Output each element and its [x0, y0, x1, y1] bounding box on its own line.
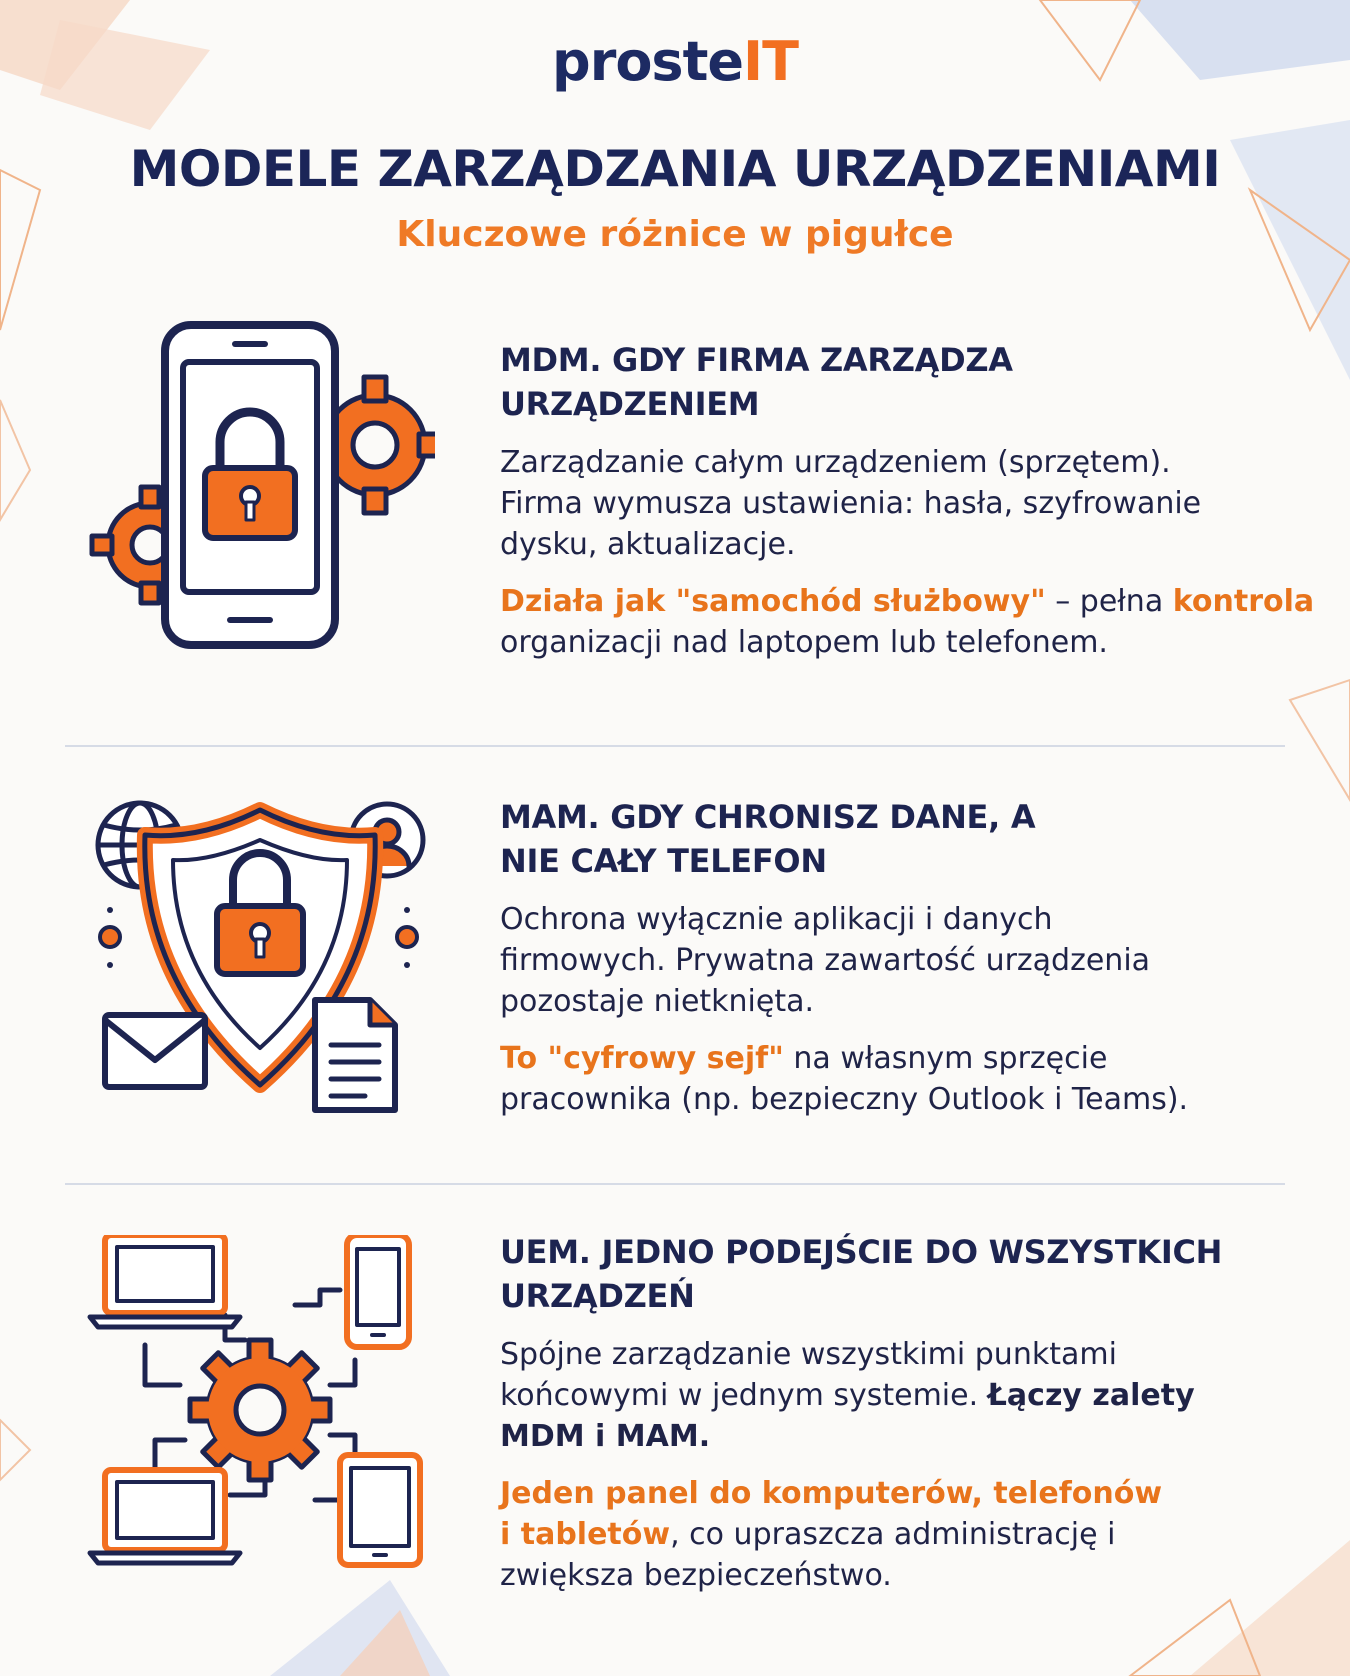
highlight-text: Jeden panel do komputerów, telefonów i tabletów	[500, 1476, 1163, 1552]
section-divider	[65, 1183, 1285, 1185]
body-text: , co upraszcza administrację i zwiększa bezpieczeństwo.	[500, 1517, 1116, 1593]
section-mdm	[0, 320, 1350, 700]
logo-text-proste: proste	[552, 30, 744, 93]
section-heading: MDM. GDY FIRMA ZARZĄDZA URZĄDZENIEM	[500, 341, 1013, 423]
highlight-text: kontrola	[1172, 584, 1315, 619]
section-highlight	[500, 1038, 1260, 1120]
highlight-text: Działa jak "samochód służbowy"	[500, 584, 1046, 619]
body-text: na własnym sprzęcie pracownika (np. bezpieczny Outlook i Teams).	[500, 1041, 1189, 1117]
section-uem	[0, 1215, 1350, 1635]
section-heading: UEM. JEDNO PODEJŚCIE DO WSZYSTKICH URZĄDZEŃ	[500, 1233, 1223, 1315]
section-mam	[0, 780, 1350, 1160]
smartphone-lock-gears-icon	[85, 320, 435, 690]
bold-text: Łączy zalety MDM i MAM.	[500, 1378, 1195, 1454]
section-divider	[65, 745, 1285, 747]
highlight-text: To "cyfrowy sejf"	[500, 1041, 784, 1076]
body-text: – pełna	[1045, 584, 1173, 619]
section-description	[500, 1334, 1230, 1457]
section-highlight	[500, 581, 1320, 663]
section-description: Ochrona wyłącznie aplikacji i danych firmowych. Prywatna zawartość urządzenia pozostaje nietknięta.	[500, 902, 1151, 1019]
devices-network-gear-icon	[85, 1235, 435, 1605]
body-text: organizacji nad laptopem lub telefonem.	[500, 625, 1108, 660]
logo-text-it: IT	[743, 30, 798, 93]
body-text: Spójne zarządzanie wszystkimi punktami końcowymi w jednym systemie.	[500, 1337, 1117, 1413]
brand-logo	[0, 30, 1350, 93]
page-subtitle: Kluczowe różnice w pigułce	[396, 214, 954, 255]
section-heading: MAM. GDY CHRONISZ DANE, A NIE CAŁY TELEFON	[500, 798, 1036, 880]
shield-lock-data-icon	[85, 780, 435, 1150]
section-highlight	[500, 1473, 1180, 1596]
page-title: MODELE ZARZĄDZANIA URZĄDZENIAMI	[129, 140, 1221, 198]
section-description: Zarządzanie całym urządzeniem (sprzętem). Firma wymusza ustawienia: hasła, szyfrowanie dysku, aktualizacje.	[500, 445, 1202, 562]
